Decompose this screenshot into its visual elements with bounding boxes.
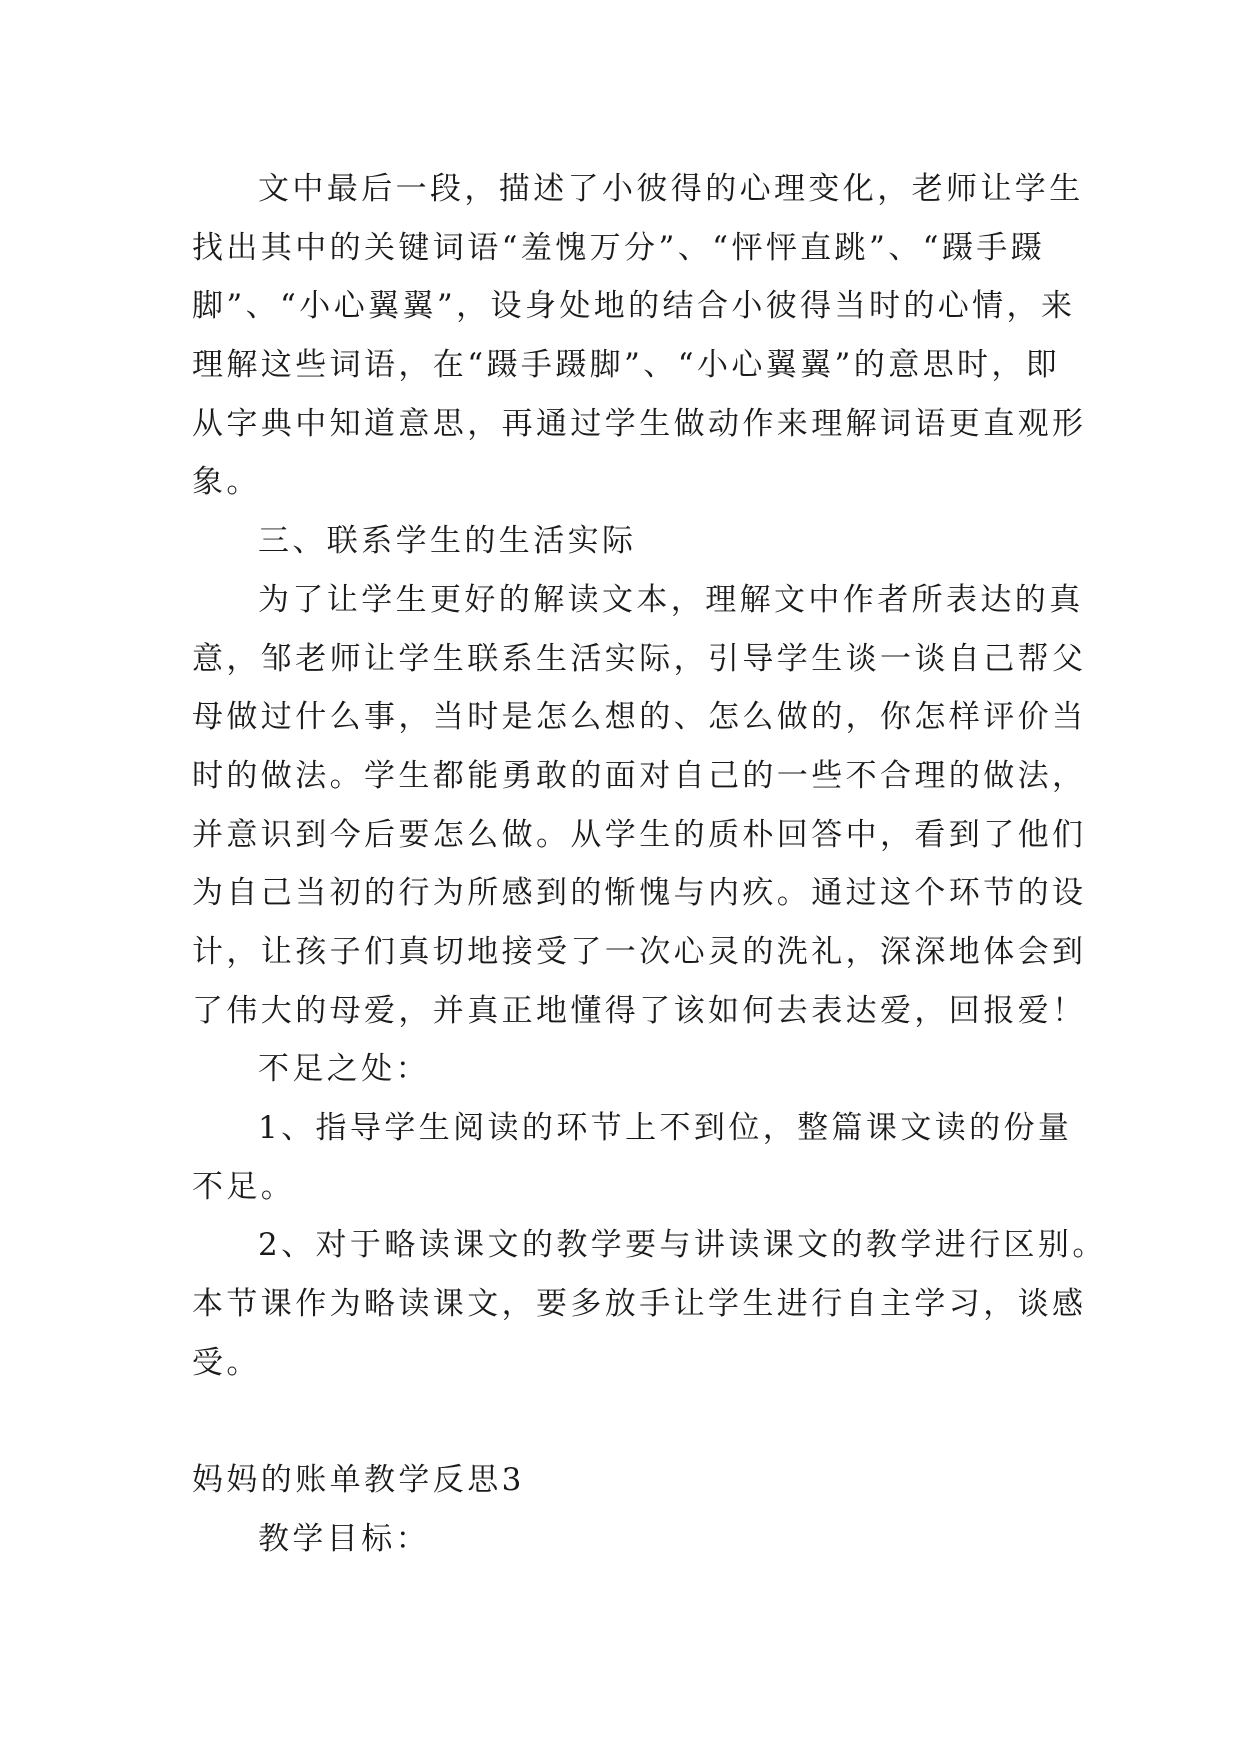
shortcoming-point-2 xyxy=(192,1216,1107,1392)
document-body xyxy=(192,160,1107,1569)
paragraph-line: 1、指导学生阅读的环节上不到位，整篇课文读的份量 xyxy=(258,1110,1073,1146)
paragraph-line: 从字典中知道意思，再通过学生做动作来理解词语更直观形 xyxy=(192,405,1087,442)
paragraph-line: 了伟大的母爱，并真正地懂得了该如何去表达爱，回报爱！ xyxy=(192,992,1087,1029)
paragraph-line: 找出其中的关键词语“羞愧万分”、“怦怦直跳”、“蹑手蹑 xyxy=(192,229,1046,266)
shortcoming-point-1 xyxy=(192,1099,1073,1216)
paragraph-line: 意，邹老师让学生联系生活实际，引导学生谈一谈自己帮父 xyxy=(192,640,1087,677)
paragraph-line: 为了让学生更好的解读文本，理解文中作者所表达的真 xyxy=(258,581,1084,618)
paragraph-line: 理解这些词语，在“蹑手蹑脚”、“小心翼翼”的意思时，即 xyxy=(192,347,1061,384)
paragraph-line: 计，让孩子们真切地接受了一次心灵的洗礼，深深地体会到 xyxy=(192,933,1087,970)
paragraph-final-section xyxy=(192,160,1087,512)
section-heading-3: 三、联系学生的生活实际 xyxy=(258,523,637,560)
paragraph-line: 受。 xyxy=(192,1344,261,1381)
paragraph-line: 母做过什么事，当时是怎么想的、怎么做的，你怎样评价当 xyxy=(192,699,1087,736)
paragraph-line: 为自己当初的行为所感到的惭愧与内疚。通过这个环节的设 xyxy=(192,875,1087,912)
shortcomings-heading: 不足之处： xyxy=(258,1051,430,1088)
paragraph-life-connection xyxy=(192,571,1087,1041)
section-title: 妈妈的账单教学反思3 xyxy=(192,1462,525,1499)
paragraph-line: 本节课作为略读课文，要多放手让学生进行自主学习，谈感 xyxy=(192,1286,1087,1323)
paragraph-line: 2、对于略读课文的教学要与讲读课文的教学进行区别。 xyxy=(258,1227,1107,1264)
objectives-heading: 教学目标： xyxy=(258,1520,430,1557)
paragraph-line: 不足。 xyxy=(192,1168,296,1205)
paragraph-line: 时的做法。学生都能勇敢的面对自己的一些不合理的做法， xyxy=(192,757,1087,794)
paragraph-line: 并意识到今后要怎么做。从学生的质朴回答中，看到了他们 xyxy=(192,816,1087,853)
blank-line xyxy=(192,1392,1062,1451)
paragraph-line: 象。 xyxy=(192,464,261,501)
paragraph-line: 文中最后一段，描述了小彼得的心理变化，老师让学生 xyxy=(258,171,1084,207)
paragraph-line: 脚”、“小心翼翼”，设身处地的结合小彼得当时的心情，来 xyxy=(192,288,1076,325)
